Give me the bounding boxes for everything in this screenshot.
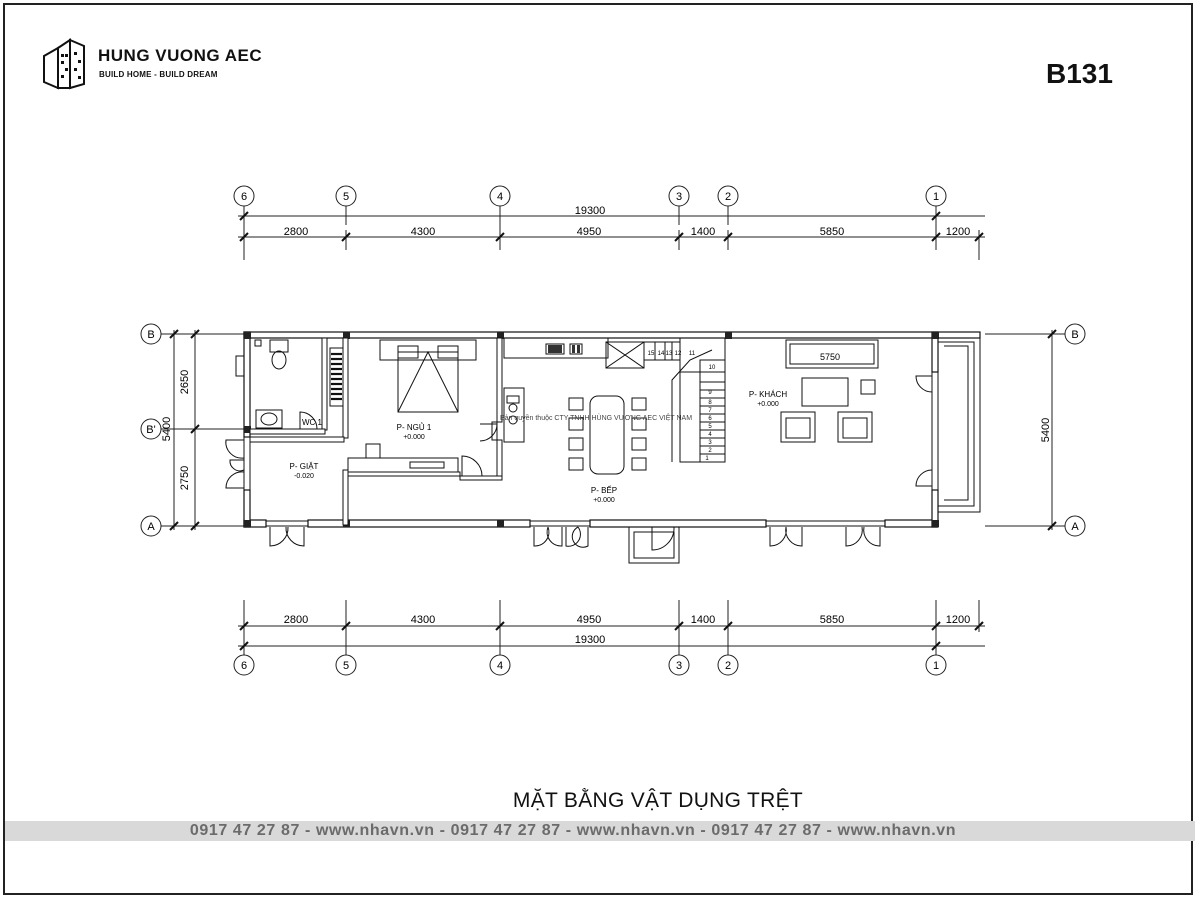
grid-col-2-bottom: 2 xyxy=(724,660,732,672)
stair-step-13: 13 xyxy=(665,351,673,357)
room-bep-name: P- BẾP xyxy=(590,486,618,495)
room-khach-name: P- KHÁCH xyxy=(748,390,788,399)
drawing-code: B131 xyxy=(1046,58,1113,89)
room-bep-level: +0.000 xyxy=(593,497,615,504)
room-ngu1-name: P- NGỦ 1 xyxy=(396,423,432,432)
grid-row-a-left: A xyxy=(147,521,155,533)
top-dimension-lines xyxy=(238,205,985,260)
drawing-title: MẶT BẰNG VẬT DỤNG TRỆT xyxy=(512,789,804,812)
stair-step-4: 4 xyxy=(708,432,712,438)
grid-col-3-bottom: 3 xyxy=(675,660,683,672)
brand-name: HUNG VUONG AEC xyxy=(98,46,263,65)
bed xyxy=(380,340,476,412)
top-dim-1: 2800 xyxy=(283,226,309,238)
stair-step-11: 11 xyxy=(688,351,696,357)
top-dim-6: 1200 xyxy=(945,226,971,238)
grid-row-b-right: B xyxy=(1071,329,1079,341)
stair-step-12: 12 xyxy=(674,351,682,357)
room-giat-level: -0.020 xyxy=(294,473,314,480)
bottom-dimension-lines xyxy=(238,600,985,656)
stair-step-5: 5 xyxy=(708,424,712,430)
wc-label: WC 1 xyxy=(302,418,322,427)
grid-col-5-bottom: 5 xyxy=(342,660,350,672)
top-dim-4: 1400 xyxy=(690,226,716,238)
stair-step-15: 15 xyxy=(647,351,655,357)
stair-step-7: 7 xyxy=(708,408,712,414)
stair-step-3: 3 xyxy=(708,440,712,446)
copyright-watermark: Bản quyền thuộc CTY TNHH HÙNG VƯƠNG AEC VIỆT NAM xyxy=(499,415,693,422)
right-dim-5400: 5400 xyxy=(1040,417,1052,443)
stair-step-14: 14 xyxy=(657,351,665,357)
bottom-dim-3: 4950 xyxy=(576,614,602,626)
top-total-dim: 19300 xyxy=(574,205,606,217)
wardrobe-hangers xyxy=(331,354,342,399)
grid-col-2-top: 2 xyxy=(724,191,732,203)
stair-step-2: 2 xyxy=(708,448,712,454)
living-side-door xyxy=(916,372,938,490)
top-dim-5: 5850 xyxy=(819,226,845,238)
top-dim-2: 4300 xyxy=(410,226,436,238)
wardrobe xyxy=(330,348,343,406)
dining-table xyxy=(569,396,646,474)
grid-col-6-top: 6 xyxy=(240,191,248,203)
grid-col-4-top: 4 xyxy=(496,191,504,203)
grid-col-6-bottom: 6 xyxy=(240,660,248,672)
room-giat-name: P- GIẶT xyxy=(289,462,319,471)
grid-row-a-right: A xyxy=(1071,521,1079,533)
kitchen-counter xyxy=(504,338,608,442)
porch-edge xyxy=(938,338,980,512)
top-dim-3: 4950 xyxy=(576,226,602,238)
bottom-total-dim: 19300 xyxy=(574,634,606,646)
left-dim-5400: 5400 xyxy=(161,416,173,442)
bottom-dim-4: 1400 xyxy=(690,614,716,626)
grid-col-3-top: 3 xyxy=(675,191,683,203)
stair-step-9: 9 xyxy=(708,390,712,396)
contact-line[interactable]: 0917 47 27 87 - www.nhavn.vn - 0917 47 27 87 - www.nhavn.vn - 0917 47 27 87 - www.nhavn.vn xyxy=(189,822,957,839)
stair-step-10: 10 xyxy=(708,365,716,371)
grid-row-b-prime-left: B' xyxy=(146,424,156,436)
wc-fixtures xyxy=(255,340,317,429)
grid-col-1-bottom: 1 xyxy=(932,660,940,672)
grid-col-1-top: 1 xyxy=(932,191,940,203)
left-dim-2750: 2750 xyxy=(179,465,191,491)
sofa-dim: 5750 xyxy=(819,352,841,362)
interior-walls xyxy=(250,338,502,525)
grid-row-b-left: B xyxy=(147,329,155,341)
room-ngu1-level: +0.000 xyxy=(403,434,425,441)
brand-slogan: BUILD HOME - BUILD DREAM xyxy=(99,70,218,79)
stair-step-8: 8 xyxy=(708,400,712,406)
bottom-dim-1: 2800 xyxy=(283,614,309,626)
room-khach-level: +0.000 xyxy=(757,401,779,408)
grid-col-5-top: 5 xyxy=(342,191,350,203)
bottom-dim-2: 4300 xyxy=(410,614,436,626)
stair-step-1: 1 xyxy=(705,456,709,462)
stair-step-6: 6 xyxy=(708,416,712,422)
grid-col-4-bottom: 4 xyxy=(496,660,504,672)
bottom-dim-6: 1200 xyxy=(945,614,971,626)
bottom-dim-5: 5850 xyxy=(819,614,845,626)
left-dim-2650: 2650 xyxy=(179,369,191,395)
